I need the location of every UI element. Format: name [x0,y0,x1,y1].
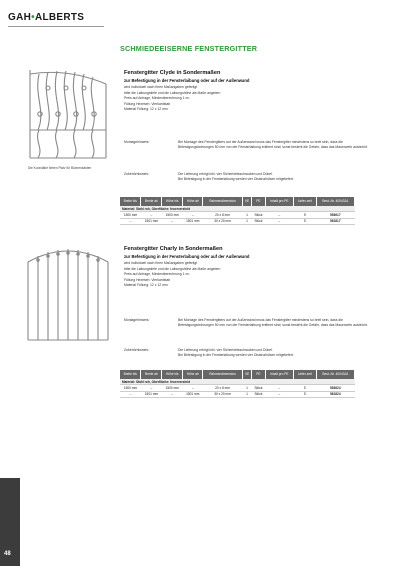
table-header-cell: Breite bis [120,197,141,206]
table-cell: – [183,385,203,391]
table-cell: Stück [252,212,265,218]
table-cell: Stück [252,218,265,224]
table-row [120,391,355,397]
desc-line: Füllung Hexesen: Vierkantstab [124,277,171,282]
logo-underline [8,26,104,27]
clyde-subtitle: zur Befestigung in der Fensterlaibung oder auf der Außenwand [124,78,250,83]
brand-logo [8,12,84,23]
table-cell: 1500 mm [120,212,141,218]
section-title: SCHMIEDEEISERNE FENSTERGITTER [120,44,258,53]
desc-line: Material Füllung: 12 x 12 mm [124,107,168,112]
table-cell: Stück [252,385,265,391]
zubehoer-line: Bei Befestigung in der Fensterlaibung werden vier Distanzhülsen mitgeliefert. [178,177,294,182]
table-cell: – [120,218,141,224]
table-header-cell: Rahmendimension [203,370,242,379]
charly-description [124,261,220,289]
desc-line: Preis auf Anfrage, Mindestberechnung 1 m² [124,272,190,277]
material-cell: Material: Stahl roh, Oberfläche: feuerverzinkt [120,206,355,212]
desc-line: bitte die Laibungstiefe und die Laibungshöhe als Maße angeben [124,266,221,271]
clyde-caption: Die Kurzstäbe bieten Platz für Blumenkästen [28,166,92,170]
table-header-cell: VE [242,370,252,379]
zubehoer-line: Die Lieferung erfolgt inkl. vier Sicherheitsschrauben und Dübel. [178,348,273,352]
table-header-cell: Breite bis [120,370,141,379]
desc-line: Preis auf Anfrage, Mindestberechnung 1 m² [124,96,190,101]
table-cell: – [265,391,293,397]
clyde-description [124,85,220,113]
charly-subtitle: zur Befestigung in der Fensterlaibung oder auf der Außenwand [124,254,250,259]
table-header-row [120,370,355,379]
table-header-cell: Höhe ab [183,370,203,379]
table-cell: 1501 mm [141,391,162,397]
brand-dot: • [31,12,35,23]
table-header-cell: Inhalt pro PE [265,370,293,379]
table-cell: – [120,391,141,397]
table-header-cell: PE [252,370,265,379]
table-cell: – [265,385,293,391]
brand-name-alberts: ALBERTS [34,12,85,23]
table-header-cell: VE [242,197,252,206]
table-header-cell: PE [252,197,265,206]
brand-name-gah: GAH [8,12,32,23]
desc-line: wird individuell nach Ihren Maßangaben gefertigt [124,261,198,265]
table-header-cell: Rahmendimension [203,197,242,206]
table-header-cell: Höhe bis [162,197,183,206]
table-cell: 20 x 8 mm [203,212,242,218]
zubehoer-line: Bei Befestigung in der Fensterlaibung werden vier Distanzhülsen mitgeliefert. [178,353,294,358]
article-number-cell: 561824 [316,391,354,397]
table-header-cell: Liefer-zeit [294,370,317,379]
material-cell: Material: Stahl roh, Oberfläche: feuerverzinkt [120,379,355,385]
table-cell: 1500 mm [120,385,141,391]
charly-table [120,370,355,398]
table-header-cell: Höhe bis [162,370,183,379]
charly-montage-label: Montagehinweis: [124,318,150,322]
clyde-table [120,197,355,225]
table-cell: S [294,385,317,391]
clyde-zubehoer-text [178,172,378,182]
table-cell: S [294,212,317,218]
table-header-cell: Best.-Nr. 40043JA [316,370,354,379]
desc-line: Material Füllung: 12 x 12 mm [124,283,168,288]
table-cell: – [183,212,203,218]
clyde-grill-image [26,66,110,162]
table-cell: 1 [242,218,252,224]
table-cell: 20 x 8 mm [203,385,242,391]
table-cell: – [162,391,183,397]
table-header-cell: Höhe ab [183,197,203,206]
table-cell: – [265,218,293,224]
table-header-cell: Liefer-zeit [294,197,317,206]
clyde-montage-label: Montagehinweis: [124,140,150,144]
page-number: 48 [4,551,11,557]
zubehoer-line: Die Lieferung erfolgt inkl. vier Sicherheitsschrauben und Dübel. [178,172,273,176]
clyde-zubehoer-label: Zubehörhinweis: [124,172,149,176]
charly-montage-text: Bei Montage des Fenstergitters auf der Außenwand muss das Fenstergitter mindestens so breit sein, dass die Befestigungsbohrungen 50 mm von der Fensterlaibung entfernt sind; sonst besteht die Gefahr, dass das Mauerwerk ausbricht. [178,318,368,328]
article-number-cell: 553624 [316,385,354,391]
table-row [120,218,355,224]
table-cell: – [141,385,162,391]
table-header-row [120,197,355,206]
desc-line: bitte die Laibungstiefe und die Laibungshöhe als Maße angeben [124,90,221,95]
table-cell: 1501 mm [141,218,162,224]
table-header-cell: Best.-Nr. 40043JA [316,197,354,206]
table-cell: 30 x 20 mm [203,391,242,397]
table-cell: 1500 mm [162,385,183,391]
table-header-cell: Breite ab [141,370,162,379]
clyde-montage-text: Bei Montage des Fenstergitters auf der Außenwand muss das Fenstergitter mindestens so breit sein, dass die Befestigungsbohrungen 50 mm von der Fensterlaibung entfernt sind; sonst besteht die Gefahr, dass das Mauerwerk ausbricht. [178,140,368,150]
table-cell: 1 [242,212,252,218]
table-cell: 1500 mm [162,212,183,218]
charly-zubehoer-text [178,348,378,358]
table-header-cell: Inhalt pro PE [265,197,293,206]
table-cell: 1 [242,385,252,391]
table-cell: 1501 mm [183,218,203,224]
desc-line: Füllung Hexesen: Vierkantstab [124,101,171,106]
article-number-cell: 553617 [316,212,354,218]
table-cell: S [294,218,317,224]
table-cell: 1501 mm [183,391,203,397]
article-number-cell: 561817 [316,218,354,224]
charly-zubehoer-label: Zubehörhinweis: [124,348,149,352]
table-cell: S [294,391,317,397]
table-cell: – [141,212,162,218]
charly-title: Fenstergitter Charly in Sondermaßen [124,246,223,252]
table-cell: Stück [252,391,265,397]
desc-line: wird individuell nach Ihren Maßangaben gefertigt [124,85,198,89]
table-header-cell: Breite ab [141,197,162,206]
table-cell: 30 x 20 mm [203,218,242,224]
clyde-title: Fenstergitter Clyde in Sondermaßen [124,70,221,76]
table-cell: – [162,218,183,224]
charly-grill-image [24,244,112,344]
table-cell: 1 [242,391,252,397]
table-cell: – [265,212,293,218]
